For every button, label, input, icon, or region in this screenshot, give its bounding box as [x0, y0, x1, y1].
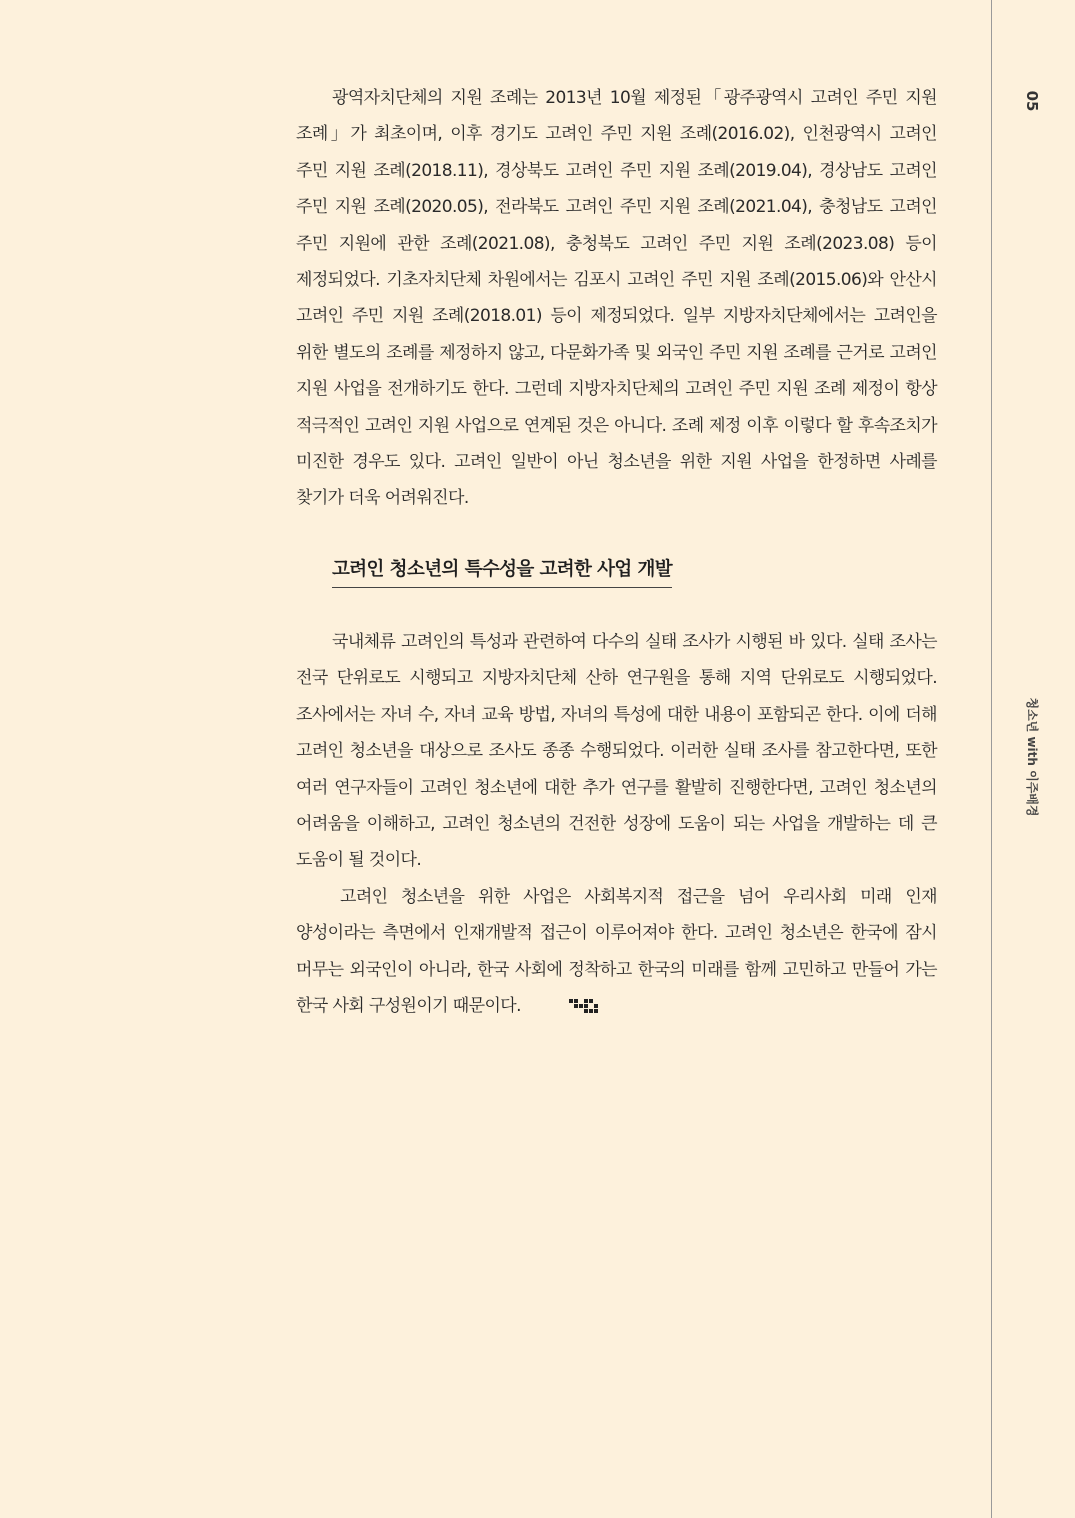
- paragraph-conclusion: [296, 879, 937, 1027]
- margin-divider-line: [991, 0, 992, 1518]
- section-heading-wrap: [296, 555, 937, 588]
- paragraph-conclusion-text: 고려인 청소년을 위한 사업은 사회복지적 접근을 넘어 우리사회 미래 인재 양성이라는 측면에서 인재개발적 접근이 이루어져야 한다. 고려인 청소년은 한국에 잠시 머무는 외국인이 아니라, 한국 사회에 정착하고 한국의 미래를 함께 고민하고 만들어 가는 한국 사회 구성원이기 때문이다.: [296, 886, 937, 1016]
- page-number: 05: [1023, 90, 1041, 112]
- article-body: [296, 80, 937, 1026]
- paragraph-ordinances: 광역자치단체의 지원 조례는 2013년 10월 제정된「광주광역시 고려인 주민 지원 조례」가 최초이며, 이후 경기도 고려인 주민 지원 조례(2016.02), 인천광역시 고려인 주민 지원 조례(2018.11), 경상북도 고려인 주민 지원 조례(2019.04), 경상남도 고려인 주민 지원 조례(2020.05), 전라북도 고려인 주민 지원 조례(2021.04), 충청남도 고려인 주민 지원에 관한 조례(2021.08), 충청북도 고려인 주민 지원 조례(2023.08) 등이 제정되었다. 기초자치단체 차원에서는 김포시 고려인 주민 지원 조례(2015.06)와 안산시 고려인 주민 지원 조례(2018.01) 등이 제정되었다. 일부 지방자치단체에서는 고려인을 위한 별도의 조례를 제정하지 않고, 다문화가족 및 외국인 주민 지원 조례를 근거로 고려인 지원 사업을 전개하기도 한다. 그런데 지방자치단체의 고려인 주민 지원 조례 제정이 항상 적극적인 고려인 지원 사업으로 연계된 것은 아니다. 조례 제정 이후 이렇다 할 후속조치가 미진한 경우도 있다. 고려인 일반이 아닌 청소년을 위한 지원 사업을 한정하면 사례를 찾기가 더욱 어려워진다.: [296, 88, 937, 509]
- running-title: 청소년 with 이주배경: [1025, 697, 1039, 817]
- pixel-block-end-mark-icon: [525, 990, 603, 1026]
- paragraph-surveys: 국내체류 고려인의 특성과 관련하여 다수의 실태 조사가 시행된 바 있다. 실태 조사는 전국 단위로도 시행되고 지방자치단체 산하 연구원을 통해 지역 단위로도 시행되었다. 조사에서는 자녀 수, 자녀 교육 방법, 자녀의 특성에 대한 내용이 포함되곤 한다. 이에 더해 고려인 청소년을 대상으로 조사도 종종 수행되었다. 이러한 실태 조사를 참고한다면, 또한 여러 연구자들이 고려인 청소년에 대한 추가 연구를 활발히 진행한다면, 고려인 청소년의 어려움을 이해하고, 고려인 청소년의 건전한 성장에 도움이 되는 사업을 개발하는 데 큰 도움이 될 것이다.: [296, 631, 937, 871]
- section-heading: 고려인 청소년의 특수성을 고려한 사업 개발: [332, 555, 672, 588]
